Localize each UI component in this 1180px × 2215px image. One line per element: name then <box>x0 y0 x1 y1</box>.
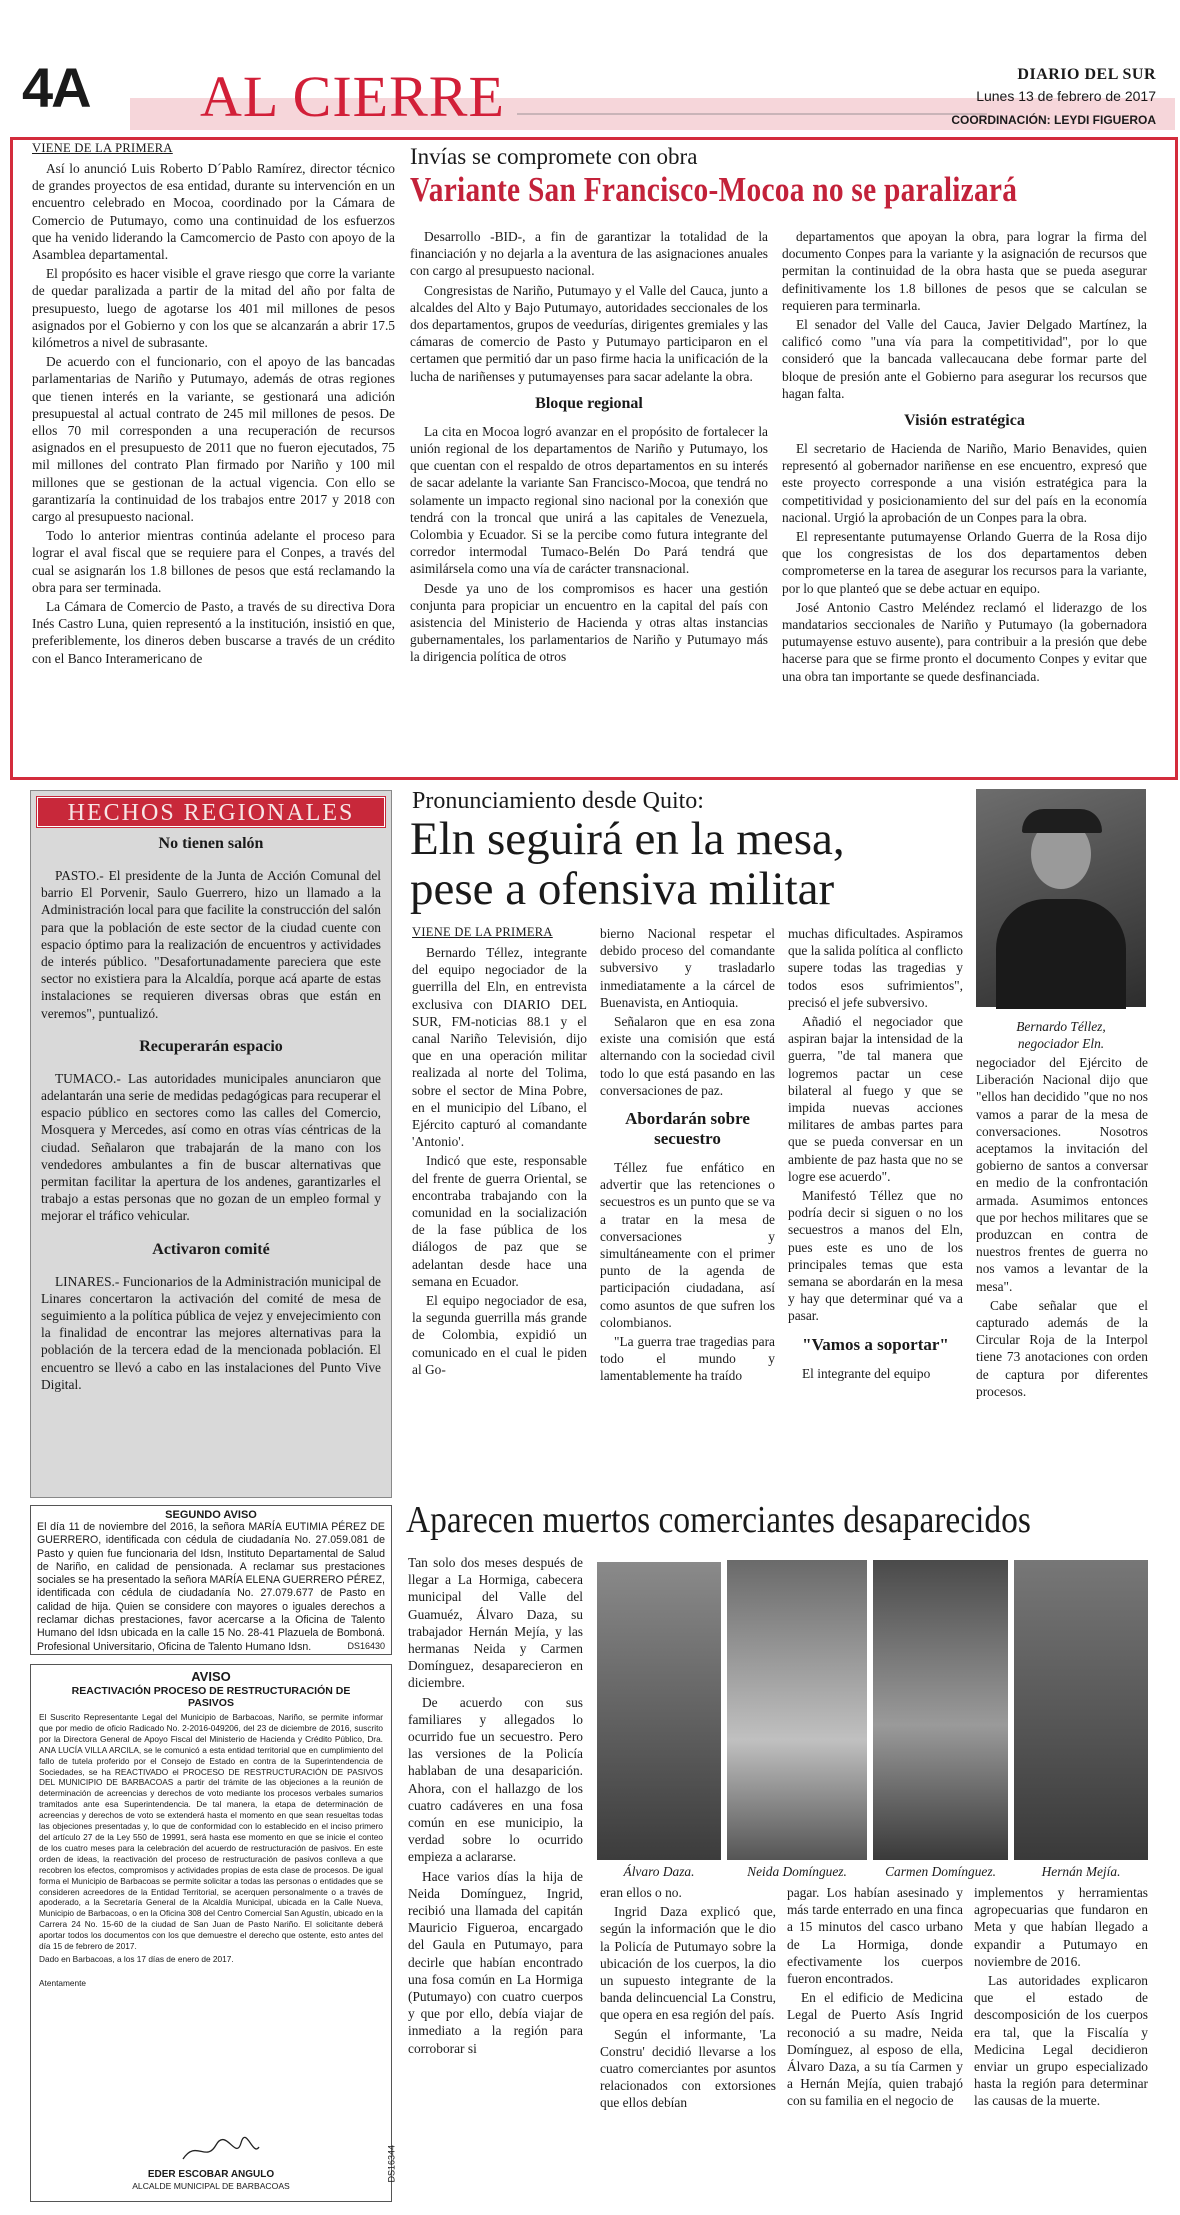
paragraph: Las autoridades explicaron que el estado de descomposición de los cuerpos era tal, que la Fiscalía y Medicina Legal decidieron enviar un grupo especializado hasta la región para determinar las causas de la muerte. <box>974 1973 1148 2109</box>
paragraph: El secretario de Hacienda de Nariño, Mario Benavides, quien representó al gobernador nariñense en ese encuentro, expresó que este proyecto corresponde a una visión estratégica para la competitividad y posicionamiento del sur del país en la economía nacional. Urgió la aprobación de un Conpes para la obra. <box>782 441 1147 525</box>
caption-line: negociador Eln. <box>1017 1036 1105 1051</box>
paragraph: "La guerra trae tragedias para todo el mundo y lamentablemente ha traído <box>600 1334 775 1384</box>
page-number: 4A <box>22 56 90 119</box>
aviso-title: SEGUNDO AVISO <box>165 1509 257 1521</box>
hechos-text-2: TUMACO.- Las autoridades municipales anunciaron que adelantarán una serie de medidas pedagógicas para recuperar el espacio público en sectores como las calles del Comercio, Mosquera y Mercedes, así como en otras vías céntricas de la ciudad. Señalaron que trabajarán de la mano con los vendedores ambulantes a fin de buscar alternativas que permitan facilitar la apertura de los andenes, garantizarles el trabajo a estas personas que no gozan de un empleo formal y mejorar el tráfico vehicular. <box>41 1070 381 1224</box>
paragraph: Señalaron que en esa zona existe una comisión que está alternando con la sociedad civil todo lo que está pasando en las conversaciones de paz. <box>600 1014 775 1098</box>
eln-photo <box>976 789 1146 1007</box>
caption-line: Bernardo Téllez, <box>1016 1019 1106 1034</box>
subhead: Visión estratégica <box>904 412 1025 430</box>
header-date: Lunes 13 de febrero de 2017 <box>976 88 1156 104</box>
hechos-text-3: LINARES.- Funcionarios de la Administración municipal de Linares concertaron la activación del comité de mesa de seguimiento a la política pública de vejez y envejecimiento con la finalidad de encontrar las mejores alternativas para la población de la tercera edad de la mencionada población. El encuentro se llevó a cabo en las instalaciones del Punto Vive Digital. <box>41 1273 381 1392</box>
paragraph: El representante putumayense Orlando Guerra de la Rosa dijo que los congresistas de los dos departamentos deben comprometerse en la tarea de asegurar los recursos para la variante, por lo que planteó que se debe actuar en equipo. <box>782 529 1147 596</box>
paragraph: Añadió el negociador que aspiran bajar la intensidad de la guerra, "de tal manera que logremos pactar un cese bilateral al fuego y que se impida nuevas acciones militares de ambas partes para que se pueda conversar en un ambiente de paz hasta que no se logre ese acuerdo". <box>788 1014 963 1184</box>
photo-caption: Hernán Mejía. <box>1041 1864 1121 1879</box>
paragraph: El senador del Valle del Cauca, Javier Delgado Martínez, la calificó como "una vía para la competitividad", por lo que consideró que la bancada vallecaucana debe formar parte del bloque de presión ante el Gobierno para asegurar los recursos que hagan falta. <box>782 317 1147 401</box>
eln-col2 <box>600 925 775 1473</box>
eln-headline-2: pese a ofensiva militar <box>410 863 835 915</box>
muertos-col4 <box>974 1884 1148 2204</box>
hechos-title-1: No tienen salón <box>158 835 264 852</box>
paragraph: Tan solo dos meses después de llegar a La Hormiga, cabecera municipal del Valle del Guamuéz, Álvaro Daza, su trabajador Hernán Mejía, y las hermanas Neida y Carmen Domínguez, desaparecieron en diciembre. <box>408 1555 583 1691</box>
viene-label: VIENE DE LA PRIMERA <box>412 925 553 939</box>
eln-caption <box>976 1018 1146 1052</box>
aviso-date: Dado en Barbacoas, a los 17 días de enero de 2017. <box>39 1953 234 1964</box>
aviso-code: DS16430 <box>347 1641 385 1651</box>
aviso-signer: EDER ESCOBAR ANGULO <box>147 2169 275 2180</box>
photo-hernan <box>1014 1560 1148 1860</box>
paragraph: La Cámara de Comercio de Pasto, a través de su directiva Dora Inés Castro Luna, quien representó a la institución, insistió en que, preferiblemente, los dineros deben buscarse a través de un crédito con el Banco Interamericano de <box>32 599 395 666</box>
paragraph: Congresistas de Nariño, Putumayo y el Valle del Cauca, junto a alcaldes del Alto y Bajo Putumayo, autoridades seccionales de los dos departamentos, grupos de veedurías, dirigentes gremiales y las cámaras de comercio de Pasto y Putumayo participaron en el certamen que permitió dar un paso firme hacia la unificación de la lucha de nariñenses y putumayenses para sacar adelante la obra. <box>410 282 768 384</box>
paragraph: pagar. Los habían asesinado y más tarde enterrado en una finca a 15 minutos del casco urbano de La Hormiga, donde efectivamente los cuerpos fueron encontrados. <box>787 1885 963 1987</box>
muertos-headline: Aparecen muertos comerciantes desaparecidos <box>406 1499 1031 1541</box>
paragraph: En el edificio de Medicina Legal de Puerto Asís Ingrid reconoció a su madre, Neida Domínguez, al esposo de ella, Álvaro Daza, a su tía Carmen y a Hernán Mejía, quien trabajó con su familia en el negocio de <box>787 1990 963 2109</box>
paragraph: bierno Nacional respetar el debido proceso del comandante subversivo y trasladarlo inmediatamente a la cárcel de Buenavista, en Antioquia. <box>600 926 775 1010</box>
photo-caption: Álvaro Daza. <box>623 1864 695 1879</box>
subhead: "Vamos a soportar" <box>802 1334 949 1354</box>
kicker: Invías se compromete con obra <box>410 144 698 169</box>
subhead: Bloque regional <box>535 394 643 412</box>
photo-neida <box>727 1560 867 1860</box>
hechos-title-2: Recuperarán espacio <box>139 1037 283 1055</box>
headline: Variante San Francisco-Mocoa no se paralizará <box>410 170 1018 209</box>
aviso-code: DS16344 <box>387 2145 397 2183</box>
paragraph: departamentos que apoyan la obra, para lograr la firma del documento Conpes para la variante y la asignación de recursos que permitan la continuidad de la obra hasta que se pueda asegurar definitivamente los 1.8 billones de pesos que se calculan se requieren para terminarla. <box>782 229 1147 313</box>
paragraph: El equipo negociador de esa, la segunda guerrilla más grande de Colombia, expidió un comunicado en el cual le piden al Go- <box>412 1293 587 1377</box>
hechos-title-3: Activaron comité <box>152 1240 270 1258</box>
top-story-col1 <box>32 141 395 771</box>
eln-col1 <box>412 925 587 1473</box>
aviso-box-1 <box>30 1505 392 1655</box>
paragraph: José Antonio Castro Meléndez reclamó el liderazgo de los mandatarios seccionales de Nariño y Putumayo (la gobernadora putumayense estuvo ausente), para contribuir a la presión que debe hacerse para que se firme pronto el documento Conpes y evitar que una obra tan importante se quede desfinanciada. <box>782 599 1147 684</box>
top-story-col2 <box>410 228 768 776</box>
paragraph: Ingrid Daza explicó que, según la información que le dio la Policía de Putumayo sobre la ubicación de los cuerpos, la dio un supuesto integrante de la banda delincuencial La Constru, que opera en esa región del país. <box>600 1904 776 2023</box>
aviso-att: Atentamente <box>39 1977 87 1988</box>
aviso-title: AVISO <box>191 1669 231 1684</box>
muertos-col1 <box>408 1554 583 2204</box>
eln-kicker: Pronunciamiento desde Quito: <box>412 788 704 814</box>
viene-label: VIENE DE LA PRIMERA <box>32 141 173 155</box>
top-story-col3 <box>782 228 1147 776</box>
paragraph: Así lo anunció Luis Roberto D´Pablo Ramírez, director técnico de grandes proyectos de esa entidad, durante su intervención en un encuentro celebrado en Mocoa, coordinado por la Cámara de Comercio de Putumayo, como una continuidad de los esfuerzos que ha venido liderando la Camcomercio de Pasto con apoyo de la Asamblea departamental. <box>32 161 395 263</box>
aviso-subtitle: REACTIVACIÓN PROCESO DE RESTRUCTURACIÓN DE PASIVOS <box>71 1685 351 1709</box>
paragraph: negociador del Ejército de Liberación Nacional dijo que "ellos han decidido "que no nos vamos a parar de la mesa de conversaciones. Nosotros aceptamos la invitación del gobierno de santos a conversar en medio de la confrontación armada. Asumimos entonces que por hechos militares que se produzcan en contra de nuestros frentes de guerra no nos vamos a levantar de la mesa". <box>976 1055 1148 1294</box>
eln-col4 <box>976 1054 1148 1474</box>
paragraph: De acuerdo con el funcionario, con el apoyo de las bancadas parlamentarias de Nariño y Putumayo, además de otras regiones que tienen interés en la variante, se gestionará una adición presupuestal al actual contrato de 245 mil millones de pesos. De ellos 70 mil corresponden a una recuperación de recursos asignados en el presupuesto de 2011 que no fueron ejecutados, 75 mil millones del contrato Plan firmado por Nariño y 100 mil millones que se gestionan de la actual vigencia. Con ello se garantizaría la continuidad de los trabajos entre 2017 y 2018 con cargo al presupuesto nacional. <box>32 354 395 525</box>
paragraph: Cabe señalar que el capturado además de la Circular Roja de la Interpol tiene 73 anotaciones con orden de captura por diferentes procesos. <box>976 1297 1148 1399</box>
hechos-text-1: PASTO.- El presidente de la Junta de Acción Comunal del barrio El Porvenir, Saulo Guerrero, hizo un llamado a la Administración local para que facilite la construcción del salón para que la población de este sector de la ciudad cuente con espacio óptimo para la realización de encuentros y actividades de interés público. "Desafortunadamente pareciera que este sector no existiera para la Alcaldía, porque acá aparte de estas instalaciones se requieren diversas obras que están en veremos", puntualizó. <box>41 868 381 1021</box>
header-rule <box>517 113 987 115</box>
section-title: AL CIERRE <box>200 64 505 129</box>
paragraph: Indicó que este, responsable del frente de guerra Oriental, se encontraba trabajando con la comunidad en la socialización de la fase pública de los diálogos de paz que se adelantan desde hace una semana en Ecuador. <box>412 1153 587 1289</box>
paragraph: Manifestó Téllez que no podría decir si siguen o no los secuestros a manos del Eln, pues este es uno de los principales temas que esta semana se abordarán en la mesa y hay que determinar qué va a pasar. <box>788 1188 963 1324</box>
photo-caption: Neida Domínguez. <box>747 1864 847 1879</box>
muertos-col2 <box>600 1884 776 2204</box>
signature <box>181 2135 261 2165</box>
hechos-banner: HECHOS REGIONALES <box>37 797 385 827</box>
hechos-box <box>30 790 392 1498</box>
paragraph: Según el informante, 'La Constru' decidió llevarse a los cuatro comerciantes por asuntos relacionados con extorsiones que ellos debían <box>600 2026 776 2111</box>
paragraph: La cita en Mocoa logró avanzar en el propósito de fortalecer la unión regional de los departamentos de Nariño y Putumayo, los que cuentan con el respaldo de otros departamentos en su interés de sacar adelante la variante San Francisco-Mocoa, que tendrá no solamente un impacto regional sino nacional por la conexión que tendrá con la troncal que unirá a las capitales de Venezuela, Colombia y Ecuador. Si se la percibe como futura integrante del corredor intermodal Tumaco-Belén Do Pará tendrá que asimilársela como una vía de carácter transnacional. <box>410 423 768 577</box>
paragraph: Téllez fue enfático en advertir que las retenciones o secuestros es un punto que se va a tratar en la mesa de conversaciones y simultáneamente con el primer punto de la agenda de participación ciudadana, así como asuntos de que sufren los colombianos. <box>600 1160 775 1330</box>
paragraph: El propósito es hacer visible el grave riesgo que corre la variante de quedar paralizada a partir de la mitad del año por falta de presupuesto, luego de agotarse los 401 mil millones de pesos asignados por el Gobierno y con los que se alcanzarán a abrir 17.5 kilómetros a nivel de subrasante. <box>32 266 395 351</box>
newspaper-name: DIARIO DEL SUR <box>1017 66 1156 83</box>
aviso-box-2 <box>30 1664 397 2202</box>
aviso-text: El día 11 de noviembre del 2016, la señora MARÍA EUTIMIA PÉREZ DE GUERRERO, identificada con cédula de ciudadanía No. 27.059.081 de Pasto y quien fue funcionaria del Idsn, Instituto Departamental de Salud de Nariño, en calidad de pensionada. A reclamar sus prestaciones sociales se ha presentado la señora MARÍA ELENA GUERRERO PÉREZ, identificada con cédula de ciudadanía No. 27.079.677 de Pasto en calidad de hija. Quien se considere con mayores o iguales derechos a reclamar dichas prestaciones, favor acercarse a la Oficina de Talento Humano del Idsn ubicada en la calle 15 No. 28-41 Plazuela de Bomboná. Profesional Universitario, Oficina de Talento Humano Idsn. <box>37 1521 385 1653</box>
paragraph: De acuerdo con sus familiares y allegados lo ocurrido fue un secuestro. Pero las versiones de la Policía hablaban de una desaparición. Ahora, con el hallazgo de los cuatro cadáveres en una fosa común en ese municipio, la verdad sobre lo ocurrido empieza a aclararse. <box>408 1694 583 1865</box>
paragraph: Hace varios días la hija de Neida Domínguez, Ingrid, recibió una llamada del capitán Mauricio Figueroa, encargado del Gaula en Putumayo, para decirle que habían encontrado una fosa común en La Hormiga (Putumayo) con cuatro cuerpos y que por ello, debía viajar de inmediato a la región para corroborar si <box>408 1868 583 2056</box>
paragraph: eran ellos o no. <box>600 1885 682 1900</box>
photo-caption: Carmen Domínguez. <box>885 1864 996 1879</box>
aviso-role: ALCALDE MUNICIPAL DE BARBACOAS <box>132 2181 290 2191</box>
eln-headline-1: Eln seguirá en la mesa, <box>410 813 845 865</box>
paragraph: Todo lo anterior mientras continúa adelante el proceso para lograr el aval fiscal que se requiere para el Conpes, a través del cual se asignarán los 1.8 billones de pesos que está reclamando la obra para ser terminada. <box>32 528 395 595</box>
paragraph: implementos y herramientas agropecuarias que fundaron en Meta y que habían llegado a expandir a Putumayo en noviembre de 2016. <box>974 1885 1148 1969</box>
header-coordination: COORDINACIÓN: LEYDI FIGUEROA <box>951 113 1156 127</box>
photo-carmen <box>873 1560 1008 1860</box>
paragraph: Bernardo Téllez, integrante del equipo negociador de la guerrilla del Eln, en entrevista exclusiva con DIARIO DEL SUR, FM-noticias 88.1 y el canal Nariño Televisión, dijo que en una operación militar realizada al norte del Tolima, sobre el sector de Mina Pobre, en el municipio del Líbano, el Ejército capturó al comandante 'Antonio'. <box>412 945 587 1150</box>
paragraph: Desde ya uno de los compromisos es hacer una gestión conjunta para propiciar un encuentro en la capital del país con asistencia del Ministerio de Hacienda y otras altas instancias gubernamentales, los parlamentarios de Nariño y Putumayo más la dirigencia política de otros <box>410 580 768 665</box>
paragraph: Desarrollo -BID-, a fin de garantizar la totalidad de la financiación y no dejarla a la aventura de las asignaciones anuales con cargo al presupuesto nacional. <box>410 229 768 279</box>
paragraph: El integrante del equipo <box>802 1365 931 1381</box>
aviso-text: El Suscrito Representante Legal del Municipio de Barbacoas, Nariño, se permite informar que por medio de oficio Radicado No. 2-2016-049206, del 23 de diciembre de 2016, suscrito por la Directora General de Apoyo Fiscal del Ministerio de Hacienda y Crédito Público, Dra. ANA LUCÍA VILLA ARCILA, se le comunicó a esta entidad territorial que en cumplimiento del fallo de tutela proferido por el Consejo de Estado en contra de la Superintendencia de Sociedades, se ha REACTIVADO el PROCESO DE RESTRUCTURACIÓN DE PASIVOS DEL MUNICIPIO DE BARBACOAS a partir del trámite de las objeciones a la reunión de determinación de acreencias y derechos de voto mediante los procesos verbales sumarios tramitados ante esa Superintendencia. De tal manera, la etapa de determinación de acreencias y derechos de voto se extenderá hasta el momento en que sean resueltas todas las objeciones presentadas y, lo que de conformidad con lo establecido en el inciso primero del artículo 27 de la Ley 550 de 19991, será hasta ese momento en que se inicie el conteo de los cuatro meses para la celebración del acuerdo de restructuración de pasivos. En este orden de ideas, la reactivación del proceso de restructuración de pasivos conlleva a que recobren los efectos, compromisos y actividades propias de esta clase de procesos. De igual forma el Municipio de Barbacoas se permite solicitar a todas las personas o entidades que se consideren acreedores de la Entidad Territorial, se acerquen personalmente o a través de apoderado, a la Secretaría General de la Alcaldía Municipal, ubicada en la Calle Nueva, Municipio de Barbacoas, o en la Oficina 308 del Centro Comercial San Agustín, ubicado en la Carrera 24 No. 15-60 de la ciudad de San Juan de Pasto Nariño. El solicitante deberá aportar todos los documentos con los que demuestre el derecho que ostente, esto antes del día 15 de febrero de 2017. <box>39 1712 383 1952</box>
muertos-col3 <box>787 1884 963 2204</box>
paragraph: muchas dificultades. Aspiramos que la salida política al conflicto supere todas las tragedias y todos esos sufrimientos", precisó el jefe subversivo. <box>788 926 963 1010</box>
subhead: Abordarán sobre secuestro <box>625 1109 750 1149</box>
photo-alvaro <box>597 1562 721 1860</box>
eln-col3 <box>788 925 963 1473</box>
